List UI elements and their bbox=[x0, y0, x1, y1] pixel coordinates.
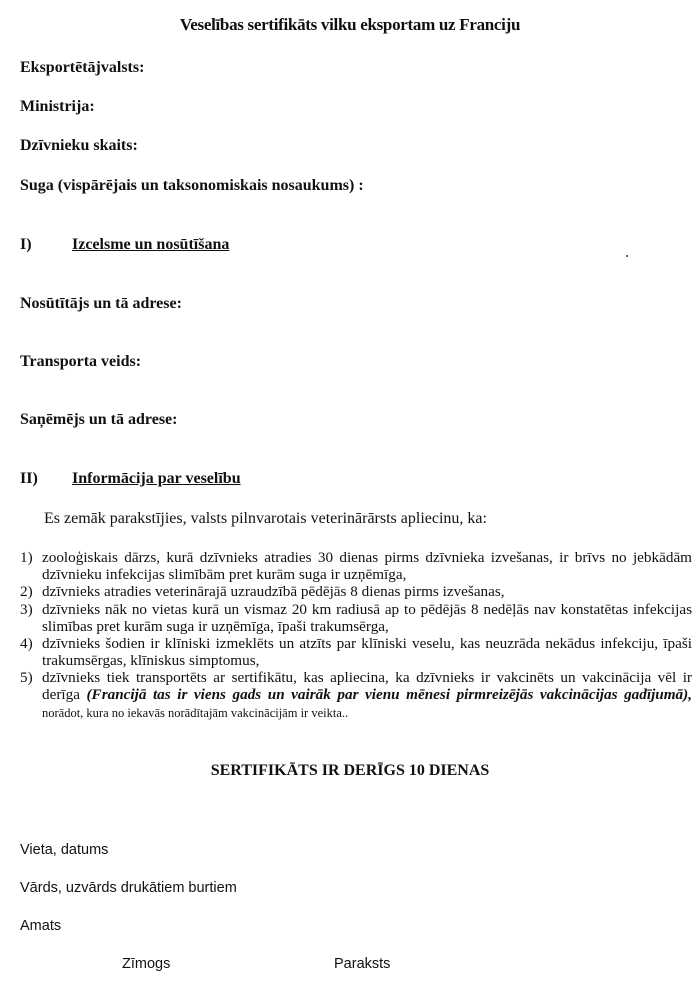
item-text bbox=[42, 669, 692, 722]
section-2-number: II) bbox=[20, 470, 38, 487]
animal-count-label: Dzīvnieku skaits: bbox=[20, 137, 138, 154]
item-number: 4) bbox=[20, 635, 33, 652]
signature-label: Paraksts bbox=[334, 956, 391, 972]
item-number: 2) bbox=[20, 583, 33, 600]
name-label: Vārds, uzvārds drukātiem burtiem bbox=[20, 880, 237, 896]
scan-dot bbox=[626, 255, 628, 257]
list-item bbox=[20, 669, 692, 722]
recipient-label: Saņēmējs un tā adrese: bbox=[20, 411, 178, 428]
stamp-label: Zīmogs bbox=[122, 956, 171, 972]
item-text: dzīvnieks nāk no vietas kurā un vismaz 20 km radiusā ap to pēdējās 8 nedēļās nav konstatētas infekcijas slimības pret kurām suga ir uzņēmīga, īpaši trakumsērga, bbox=[42, 601, 692, 635]
item-emphasis: (Francijā tas ir viens gads un vairāk par vienu mēnesi pirmreizējās vakcinācijas gadījumā), bbox=[86, 686, 692, 703]
item-number: 3) bbox=[20, 601, 33, 618]
exporting-country-label: Eksportētājvalsts: bbox=[20, 59, 145, 76]
list-item bbox=[20, 549, 692, 583]
place-date-label: Vieta, datums bbox=[20, 842, 109, 858]
section-1-heading: Izcelsme un nosūtīšana bbox=[72, 236, 230, 253]
species-label: Suga (vispārējais un taksonomiskais nosaukums) : bbox=[20, 177, 364, 194]
transport-label: Transporta veids: bbox=[20, 353, 142, 370]
item-number: 1) bbox=[20, 549, 33, 566]
validity-statement: SERTIFIKĀTS IR DERĪGS 10 DIENAS bbox=[210, 762, 490, 779]
item-text: dzīvnieks atradies veterinārajā uzraudzībā pēdējās 8 dienas pirms izvešanas, bbox=[42, 583, 505, 600]
page-title: Veselības sertifikāts vilku eksportam uz Franciju bbox=[179, 15, 521, 34]
item-text-part: dzīvnieks tiek transportēts ar sertifikātu, kas apliecina, ka dzīvnieks ir vakcinēts un vakcinācija vēl ir derīga bbox=[42, 669, 692, 703]
section-2-heading: Informācija par veselību bbox=[72, 470, 241, 487]
item-number: 5) bbox=[20, 669, 33, 686]
declaration-intro: Es zemāk parakstījies, valsts pilnvarotais veterinārārsts apliecinu, ka: bbox=[44, 510, 487, 527]
ministry-label: Ministrija: bbox=[20, 98, 95, 115]
list-item bbox=[20, 635, 692, 669]
sender-label: Nosūtītājs un tā adrese: bbox=[20, 295, 182, 312]
item-text-small: norādot, kura no iekavās norādītajām vakcinācijām ir veikta.. bbox=[42, 706, 349, 720]
item-text: dzīvnieks šodien ir klīniski izmeklēts un atzīts par klīniski veselu, kas neuzrāda nekādus infekciju, īpaši trakumsērgas, klīniskus simptomus, bbox=[42, 635, 692, 669]
list-item bbox=[20, 601, 692, 635]
list-item bbox=[20, 583, 692, 600]
item-text: zooloģiskais dārzs, kurā dzīvnieks atradies 30 dienas pirms dzīvnieka izvešanas, ir brīvs no jebkādām dzīvnieku infekcijas slimībām pret kurām suga ir uzņēmīga, bbox=[42, 549, 692, 583]
position-label: Amats bbox=[20, 918, 62, 934]
section-1-number: I) bbox=[20, 236, 32, 253]
